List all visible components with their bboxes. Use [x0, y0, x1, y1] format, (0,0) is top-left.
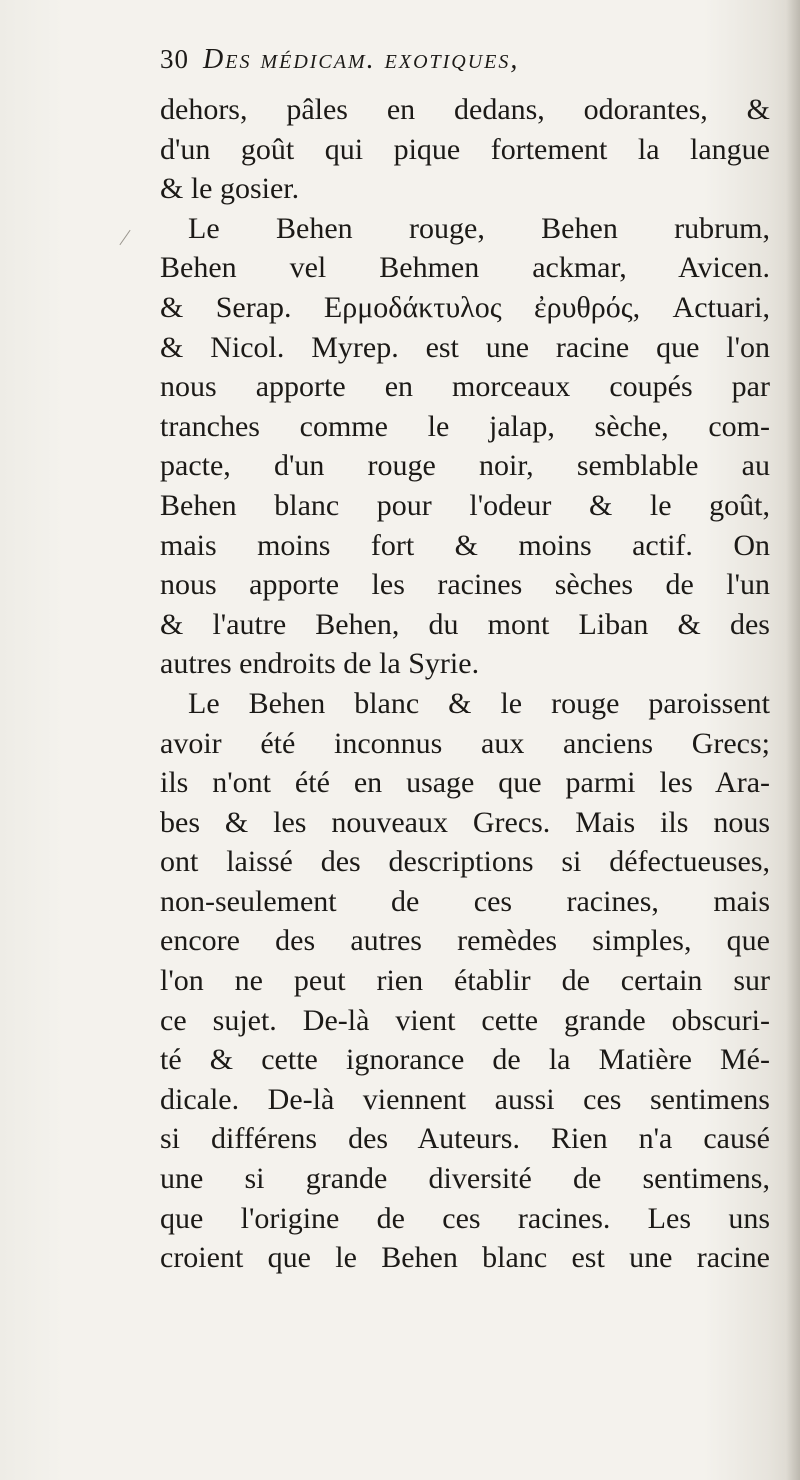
text-line: non-seulement de ces racines, mais: [160, 884, 770, 918]
text-line: l'on ne peut rien établir de certain sur: [160, 964, 770, 998]
page-number: 30: [160, 44, 189, 74]
text-line: pacte, d'un rouge noir, semblable au: [160, 449, 770, 483]
text-line: croient que le Behen blanc est une racine: [160, 1241, 770, 1275]
text-line: d'un goût qui pique fortement la langue: [160, 132, 770, 166]
text-line: tranches comme le jalap, sèche, com-: [160, 409, 770, 443]
text-line: Behen vel Behmen ackmar, Avicen.: [160, 251, 770, 285]
text-line: ont laissé des descriptions si défectueuses,: [160, 845, 770, 879]
text-line: avoir été inconnus aux anciens Grecs;: [160, 726, 770, 760]
text-line: ce sujet. De-là vient cette grande obscuri-: [160, 1003, 770, 1037]
text-line: encore des autres remèdes simples, que: [160, 924, 770, 958]
text-line: Behen blanc pour l'odeur & le goût,: [160, 488, 770, 522]
text-line: autres endroits de la Syrie.: [160, 647, 480, 681]
text-line: & le gosier.: [160, 172, 300, 206]
text-line: nous apporte en morceaux coupés par: [160, 370, 770, 404]
text-line: & Serap. Ερμοδάκτυλος ἐρυθρός, Actuari,: [160, 290, 770, 324]
text-line: bes & les nouveaux Grecs. Mais ils nous: [160, 805, 770, 839]
text-line: nous apporte les racines sèches de l'un: [160, 568, 770, 602]
text-line: que l'origine de ces racines. Les uns: [160, 1201, 770, 1235]
text-line: ils n'ont été en usage que parmi les Ara-: [160, 766, 770, 800]
page-text: [160, 44, 770, 1278]
margin-mark: [119, 230, 130, 245]
text-line: dicale. De-là viennent aussi ces sentimens: [160, 1082, 770, 1116]
text-line: une si grande diversité de sentimens,: [160, 1162, 770, 1196]
text-line: mais moins fort & moins actif. On: [160, 528, 770, 562]
paragraph-start-line: Le Behen blanc & le rouge paroissent: [188, 686, 770, 720]
text-line: dehors, pâles en dedans, odorantes, &: [160, 93, 770, 126]
text-line: & Nicol. Myrep. est une racine que l'on: [160, 330, 770, 364]
page-edge-shadow: [786, 0, 800, 1480]
running-head: [160, 44, 770, 90]
running-title: Des médicam. exotiques,: [203, 44, 520, 75]
paragraph-start-line: Le Behen rouge, Behen rubrum,: [188, 211, 770, 245]
text-line: si différens des Auteurs. Rien n'a causé: [160, 1122, 770, 1156]
text-line: & l'autre Behen, du mont Liban & des: [160, 607, 770, 641]
text-line: té & cette ignorance de la Matière Mé-: [160, 1043, 770, 1077]
